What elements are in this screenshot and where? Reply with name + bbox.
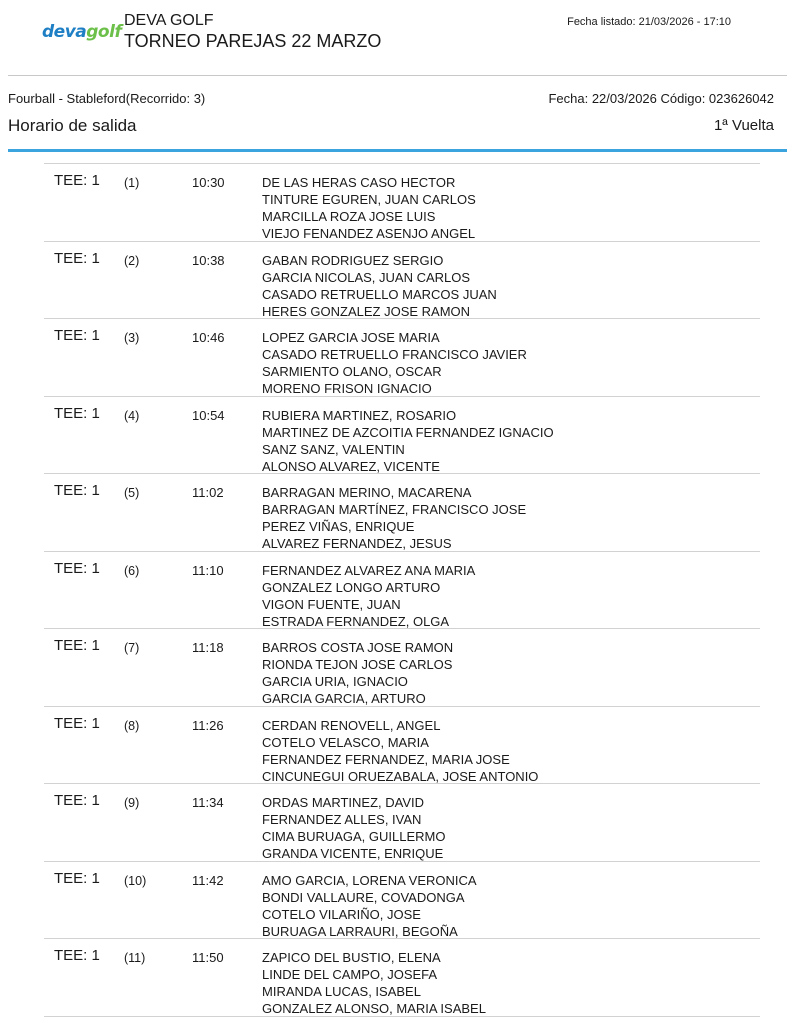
- group-number: (8): [124, 718, 140, 733]
- player-name: MORENO FRISON IGNACIO: [262, 381, 432, 396]
- player-list: [262, 252, 497, 320]
- player-name: MARTINEZ DE AZCOITIA FERNANDEZ IGNACIO: [262, 424, 554, 440]
- tee-group-row: [44, 164, 760, 242]
- player-name: ALVAREZ FERNANDEZ, JESUS: [262, 536, 452, 551]
- player-list: [262, 484, 526, 552]
- tee-time: 11:42: [192, 872, 224, 888]
- tee-label: TEE: 1: [54, 172, 100, 189]
- section-divider: [8, 149, 787, 152]
- player-name: COTELO VELASCO, MARIA: [262, 734, 429, 750]
- player-name: LINDE DEL CAMPO, JOSEFA: [262, 967, 438, 982]
- deva-golf-logo: devagolf: [42, 22, 122, 42]
- group-number: (6): [124, 563, 140, 578]
- section-title: Horario de salida: [8, 116, 137, 135]
- tee-time: 11:50: [192, 950, 224, 965]
- tee-time: 10:54: [192, 407, 225, 423]
- tee-time: 11:10: [192, 562, 224, 578]
- player-list: [262, 562, 475, 630]
- player-list: [262, 639, 453, 707]
- tee-label: TEE: 1: [54, 559, 100, 577]
- player-name: CASADO RETRUELLO MARCOS JUAN: [262, 286, 497, 302]
- player-list: [262, 717, 538, 785]
- player-name: BONDI VALLAURE, COVADONGA: [262, 889, 465, 905]
- player-name: ZAPICO DEL BUSTIO, ELENA: [262, 950, 441, 965]
- player-name: MARCILLA ROZA JOSE LUIS: [262, 209, 436, 224]
- player-list: [262, 949, 486, 1017]
- tee-group-row: [44, 552, 760, 630]
- group-number: (3): [124, 331, 140, 345]
- date-code: Fecha: 22/03/2026 Código: 023626042: [548, 91, 774, 106]
- player-name: GARCIA NICOLAS, JUAN CARLOS: [262, 269, 471, 285]
- tee-group-row: [44, 862, 760, 940]
- tee-label: TEE: 1: [54, 249, 100, 267]
- tee-label: TEE: 1: [54, 792, 100, 809]
- player-list: [262, 174, 476, 242]
- group-number: (4): [124, 408, 140, 423]
- player-name: SANZ SANZ, VALENTIN: [262, 441, 405, 457]
- player-name: PEREZ VIÑAS, ENRIQUE: [262, 519, 415, 534]
- player-name: RIONDA TEJON JOSE CARLOS: [262, 657, 453, 672]
- tee-label: TEE: 1: [54, 869, 100, 887]
- tee-time: 11:26: [192, 717, 224, 733]
- player-name: BURUAGA LARRAURI, BEGOÑA: [262, 923, 458, 939]
- tee-group-row: [44, 474, 760, 552]
- player-name: FERNANDEZ FERNANDEZ, MARIA JOSE: [262, 751, 510, 767]
- player-list: [262, 407, 554, 475]
- player-name: CASADO RETRUELLO FRANCISCO JAVIER: [262, 347, 527, 362]
- tee-label: TEE: 1: [54, 327, 100, 344]
- player-name: ORDAS MARTINEZ, DAVID: [262, 795, 425, 810]
- player-name: COTELO VILARIÑO, JOSE: [262, 906, 421, 922]
- player-name: GARCIA GARCIA, ARTURO: [262, 691, 426, 706]
- tee-time: 10:46: [192, 330, 225, 345]
- group-number: (9): [124, 796, 140, 810]
- player-name: CERDAN RENOVELL, ANGEL: [262, 717, 441, 733]
- group-number: (2): [124, 253, 140, 268]
- tee-group-row: [44, 707, 760, 785]
- tee-group-row: [44, 397, 760, 475]
- tee-group-row: [44, 784, 760, 862]
- tee-label: TEE: 1: [54, 947, 100, 964]
- tee-time: 11:02: [192, 485, 224, 500]
- player-name: GARCIA URIA, IGNACIO: [262, 674, 408, 689]
- report-header: [0, 0, 803, 76]
- player-name: VIEJO FENANDEZ ASENJO ANGEL: [262, 226, 476, 241]
- player-name: RUBIERA MARTINEZ, ROSARIO: [262, 407, 457, 423]
- group-number: (5): [124, 486, 140, 500]
- player-name: VIGON FUENTE, JUAN: [262, 596, 401, 612]
- tee-label: TEE: 1: [54, 714, 100, 732]
- tee-label: TEE: 1: [54, 404, 100, 422]
- player-name: CIMA BURUAGA, GUILLERMO: [262, 829, 446, 844]
- tee-label: TEE: 1: [54, 482, 100, 499]
- player-name: GRANDA VICENTE, ENRIQUE: [262, 846, 444, 861]
- header-divider: [8, 75, 787, 76]
- competition-format: Fourball - Stableford(Recorrido: 3): [8, 91, 206, 106]
- listing-date: Fecha listado: 21/03/2026 - 17:10: [567, 16, 731, 28]
- group-number: (7): [124, 641, 140, 655]
- tee-group-row: [44, 629, 760, 707]
- player-name: HERES GONZALEZ JOSE RAMON: [262, 303, 471, 319]
- player-list: [262, 872, 477, 940]
- tee-group-row: [44, 939, 760, 1017]
- group-number: (1): [124, 176, 140, 190]
- tee-time: 11:34: [192, 795, 224, 810]
- player-list: [262, 329, 527, 397]
- player-name: GONZALEZ LONGO ARTURO: [262, 579, 441, 595]
- player-name: AMO GARCIA, LORENA VERONICA: [262, 872, 477, 888]
- player-name: LOPEZ GARCIA JOSE MARIA: [262, 330, 440, 345]
- tee-times-list: [44, 163, 760, 1017]
- tournament-title: TORNEO PAREJAS 22 MARZO: [124, 31, 382, 51]
- player-name: BARROS COSTA JOSE RAMON: [262, 640, 454, 655]
- player-name: DE LAS HERAS CASO HECTOR: [262, 175, 456, 190]
- tee-group-row: [44, 242, 760, 320]
- player-name: ALONSO ALVAREZ, VICENTE: [262, 458, 440, 474]
- player-name: BARRAGAN MERINO, MACARENA: [262, 485, 472, 500]
- tee-label: TEE: 1: [54, 637, 100, 654]
- group-number: (10): [124, 873, 147, 888]
- tee-group-row: [44, 319, 760, 397]
- player-name: SARMIENTO OLANO, OSCAR: [262, 364, 442, 379]
- group-number: (11): [124, 951, 146, 965]
- round-label: 1ª Vuelta: [713, 117, 774, 134]
- player-name: ESTRADA FERNANDEZ, OLGA: [262, 613, 450, 629]
- player-list: [262, 794, 445, 862]
- tee-time: 11:18: [192, 640, 224, 655]
- player-name: TINTURE EGUREN, JUAN CARLOS: [262, 192, 476, 207]
- player-name: GONZALEZ ALONSO, MARIA ISABEL: [262, 1001, 486, 1016]
- player-name: CINCUNEGUI ORUEZABALA, JOSE ANTONIO: [262, 768, 539, 784]
- player-name: FERNANDEZ ALVAREZ ANA MARIA: [262, 562, 476, 578]
- tee-time: 10:38: [192, 252, 225, 268]
- tee-time: 10:30: [192, 175, 225, 190]
- player-name: GABAN RODRIGUEZ SERGIO: [262, 252, 444, 268]
- player-name: FERNANDEZ ALLES, IVAN: [262, 812, 422, 827]
- player-name: BARRAGAN MARTÍNEZ, FRANCISCO JOSE: [262, 502, 527, 517]
- org-name: DEVA GOLF: [124, 12, 214, 29]
- player-name: MIRANDA LUCAS, ISABEL: [262, 984, 421, 999]
